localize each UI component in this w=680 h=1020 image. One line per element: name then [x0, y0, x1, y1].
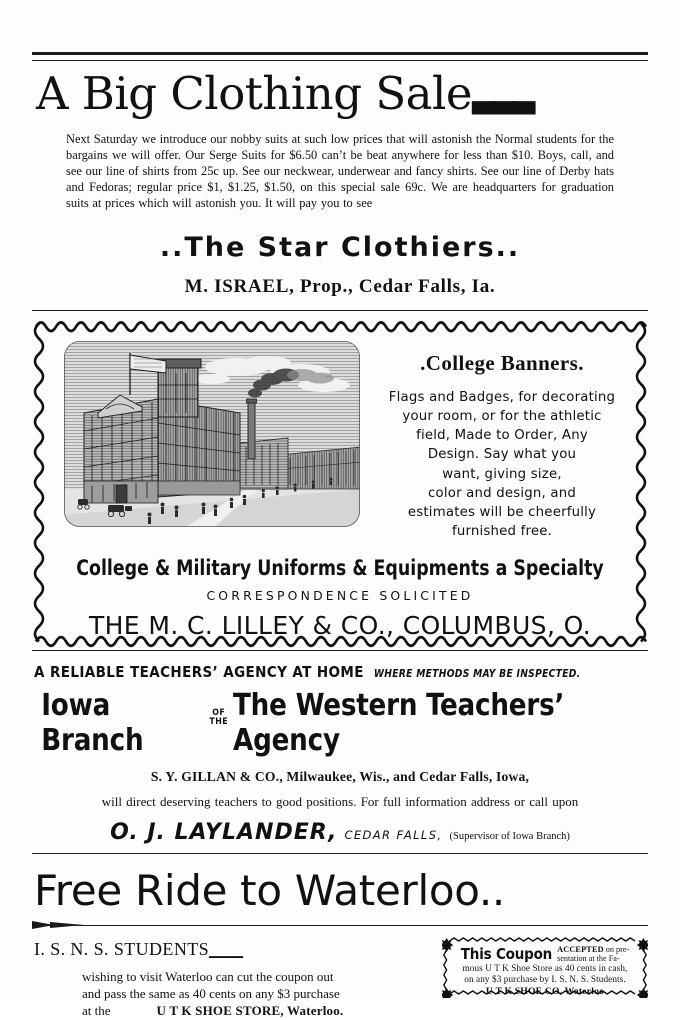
instructions-line-3 [82, 1002, 432, 1019]
of-label: OF [212, 707, 226, 718]
coupon-top-row [450, 945, 640, 964]
coupon-accepted-label: ACCEPTED [557, 944, 604, 954]
banners-line: your room, or for the athletic [402, 408, 602, 424]
uniforms-specialty-line: College & Military Uniforms & Equipments a Specialty [76, 555, 604, 580]
utk-coupon[interactable] [442, 936, 648, 998]
isns-ornament-dots: ▁▁▁▁ [209, 943, 242, 958]
banners-line: estimates will be cheerfully [407, 505, 597, 521]
utk-shoe-store-name: U T K SHOE STORE, Waterloo. [156, 1003, 344, 1019]
ad-free-ride-waterloo [32, 866, 648, 1020]
coupon-on-pre: on pre- [605, 944, 630, 954]
banners-line: Design. Say what you [427, 447, 577, 463]
coupon-sentation: sentation at the Fa- [557, 953, 620, 963]
banners-line: color and design, and [428, 485, 576, 501]
arrow-head-taper [50, 922, 84, 928]
supervisor-name: O. J. LAYLANDER, [110, 819, 338, 845]
agency-firm-line: S. Y. GILLAN & CO., Milwaukee, Wis., and Cedar Falls, Iowa, [150, 768, 530, 784]
free-ride-instructions [82, 968, 432, 1020]
banners-line: Flags and Badges, for decorating [388, 389, 616, 405]
correspondence-solicited-line: CORRESPONDENCE SOLICITED [206, 587, 474, 603]
banners-line: field, Made to Order, Any [416, 428, 588, 444]
college-banners-column [370, 333, 634, 542]
supervisor-city: CEDAR FALLS, [344, 827, 443, 842]
college-banners-title: .College Banners. [420, 350, 584, 375]
star-clothiers-name: ..The Star Clothiers.. [159, 231, 521, 263]
agency-tagline-main: A RELIABLE TEACHERS’ AGENCY AT HOME [34, 662, 364, 681]
free-ride-headline: Free Ride to Waterloo.. [34, 865, 505, 915]
coupon-title: This Coupon [460, 944, 553, 963]
of-the-stack [209, 709, 228, 727]
separator-rule-1 [32, 310, 648, 311]
instructions-line-1: wishing to visit Waterloo can cut the coupon out [82, 968, 334, 984]
free-ride-bottom-row [32, 930, 648, 1020]
separator-rule-3 [32, 853, 648, 854]
coupon-line-purchase: on any $3 purchase by I. S. N. S. Students. [464, 974, 626, 985]
college-banners-body [374, 388, 630, 542]
clothing-body-paragraph: Next Saturday we introduce our nobby suits at such low prices that will astonish the Normal students for the bargains we will offer. Our Serge Suits for $6.50 can’t be beat anywhere for less than $10. Boys, call, and see our line of shirts from 25c up. See our neckwear, underwear and fancy shirts. See our line of Derby hats and Fedoras; regular price $1, $1.25, $1.50, on this special sale 69c. We are headquarters for graduation suits at prices which will astonish you. It will pay you to see [66, 131, 614, 211]
ad-western-teachers-agency [32, 651, 648, 853]
agency-direct-line: will direct deserving teachers to good positions. For full information address or call upon [101, 793, 579, 809]
agency-tagline-row [34, 663, 648, 681]
coupon-content [450, 944, 640, 997]
top-double-rule [32, 52, 648, 61]
free-ride-text-column [32, 930, 432, 1020]
lilley-company-line: THE M. C. LILLEY & CO., COLUMBUS, O. [88, 610, 592, 640]
ad-clothing-sale [32, 52, 648, 311]
agency-branch-label: Iowa Branch [41, 687, 144, 758]
headline-ornament-dots: ▃▃▃ [472, 80, 533, 115]
proprietor-line: M. ISRAEL, Prop., Cedar Falls, Ia. [184, 275, 496, 297]
clothing-headline [36, 67, 648, 120]
instructions-line-2: and pass the same as 40 cents on any $3 purchase [82, 986, 340, 1002]
page-content-column [32, 52, 648, 1020]
agency-name: The Western Teachers’ Agency [232, 687, 565, 758]
banners-line: want, giving size, [442, 466, 562, 482]
the-label: THE [209, 716, 229, 727]
coupon-line-mous: mous U T K Shoe Store as 40 cents in cash, [462, 963, 628, 974]
banners-line: furnished free. [451, 524, 553, 540]
supervisor-row [32, 820, 648, 845]
at-the-label: at the [82, 1003, 111, 1019]
factory-building-engraving [62, 339, 362, 529]
arrow-ornament-rule [32, 921, 648, 930]
agency-tagline-small: WHERE METHODS MAY BE INSPECTED. [373, 668, 581, 680]
supervisor-role: (Supervisor of Iowa Branch) [449, 830, 570, 842]
ad-lilley-college-banners [32, 317, 648, 650]
agency-title-row [41, 688, 639, 758]
isns-students-label: I. S. N. S. STUDENTS [34, 938, 210, 959]
clothing-headline-text: A Big Clothing Sale [36, 67, 473, 120]
coupon-accepted-block [557, 945, 629, 964]
coupon-company-line: U T K SHOE CO. Waterloo [485, 985, 605, 997]
arrow-shaft [32, 925, 648, 926]
isns-students-heading [34, 939, 432, 960]
